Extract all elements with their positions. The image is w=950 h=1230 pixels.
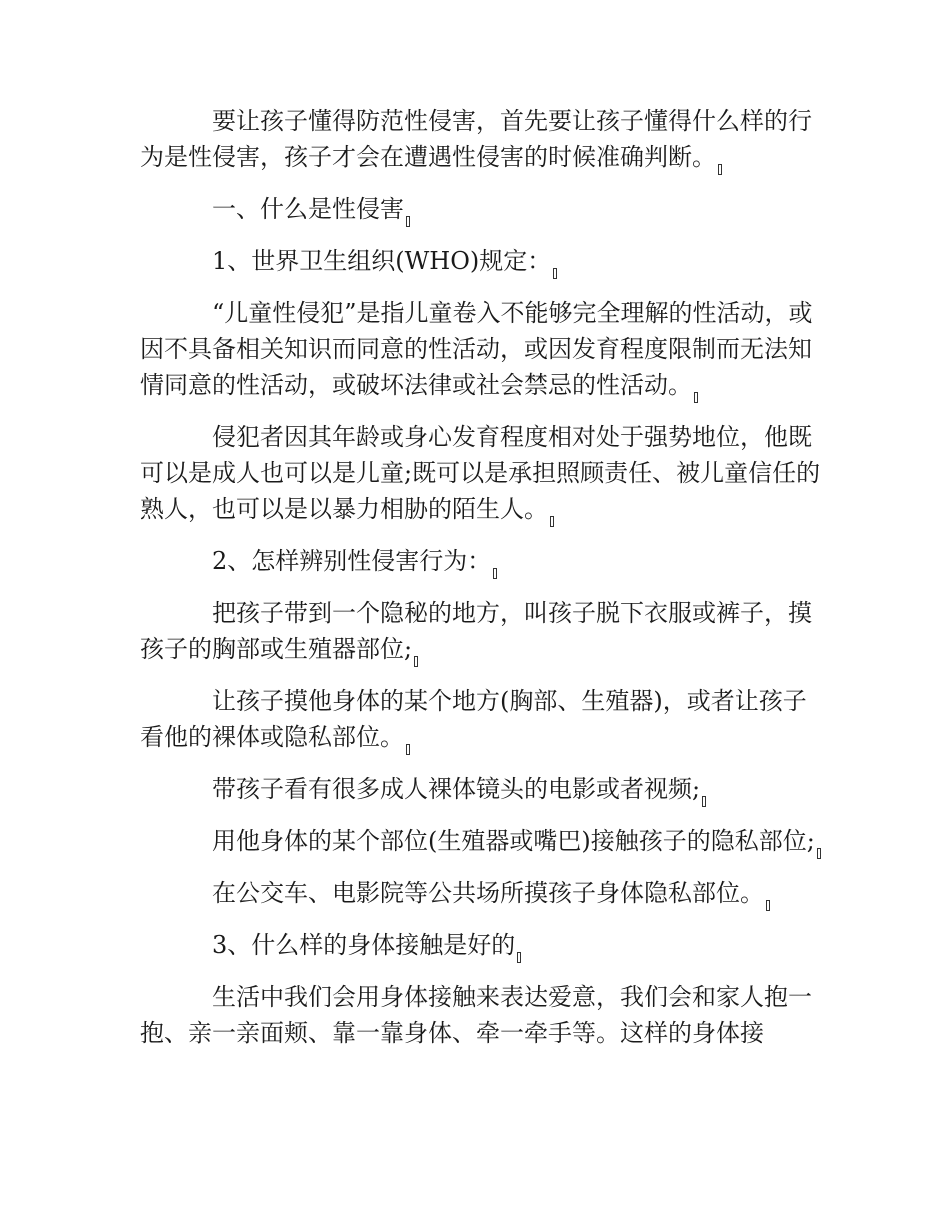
paragraph-definition [140,295,830,403]
text-line: 把孩子带到一个隐秘的地方，叫孩子脱下衣服或裤子， [212,599,788,627]
text-line: 法知情同意的性活动，或破坏法律或社会禁忌的性活动。 [140,335,812,399]
paragraph-mark-icon [694,392,698,403]
text-line: 3、什么样的身体接触是好的 [212,931,516,959]
paragraph-good-touch [140,979,830,1051]
paragraph-behavior-1 [140,595,830,667]
text-line: 带孩子看有很多成人裸体镜头的电影或者视频; [212,775,701,803]
paragraph-behavior-2 [140,683,830,755]
text-line: 侵犯者因其年龄或身心发育程度相对处于强势地位，他 [212,423,788,451]
text-line: 信任的熟人，也可以是以暴力相胁的陌生人。 [140,459,821,523]
text-line: 摸孩子的胸部或生殖器部位; [140,599,812,663]
paragraph-mark-icon [406,744,410,755]
text-line: 1、世界卫生组织(WHO)规定： [212,247,552,275]
text-line: 一抱、亲一亲面颊、靠一靠身体、牵一牵手等。这样的身体接 [140,983,812,1047]
text-line: 既可以是成人也可以是儿童;既可以是承担照顾责任、被儿童 [140,423,812,487]
text-line: 在公交车、电影院等公共场所摸孩子身体隐私部位。 [212,879,764,907]
text-line: 生活中我们会用身体接触来表达爱意，我们会和家人抱 [212,983,788,1011]
subheading-identify [140,543,830,579]
paragraph-mark-icon [550,516,554,527]
text-line: “儿童性侵犯”是指儿童卷入不能够完全理解的性活动， [212,299,789,327]
paragraph-behavior-5 [140,875,830,911]
paragraph-intro [140,103,830,175]
subheading-good-touch [140,927,830,963]
paragraph-behavior-4 [140,823,830,859]
paragraph-mark-icon [517,952,521,963]
paragraph-mark-icon [817,848,821,859]
text-line: 让孩子摸他身体的某个地方(胸部、生殖器)，或者让孩 [212,687,783,715]
heading-what-is [140,191,830,227]
text-line: 子看他的裸体或隐私部位。 [140,687,807,751]
text-line: 行为是性侵害，孩子才会在遭遇性侵害的时候准确判断。 [140,107,812,171]
paragraph-mark-icon [414,656,418,667]
paragraph-behavior-3 [140,771,830,807]
paragraph-mark-icon [553,268,557,279]
paragraph-mark-icon [406,216,410,227]
paragraph-offender [140,419,830,527]
text-line: 位; [782,827,815,855]
text-line: 要让孩子懂得防范性侵害，首先要让孩子懂得什么样的 [212,107,788,135]
paragraph-mark-icon [702,796,706,807]
text-line: 2、怎样辨别性侵害行为： [212,547,492,575]
text-line: 或因不具备相关知识而同意的性活动，或因发育程度限制而无 [140,299,813,363]
text-line: 一、什么是性侵害 [212,195,404,223]
document-body [140,103,830,1067]
paragraph-mark-icon [493,568,497,579]
paragraph-mark-icon [766,900,770,911]
text-line: 用他身体的某个部位(生殖器或嘴巴)接触孩子的隐私部 [212,827,783,855]
paragraph-mark-icon [718,164,722,175]
subheading-who [140,243,830,279]
